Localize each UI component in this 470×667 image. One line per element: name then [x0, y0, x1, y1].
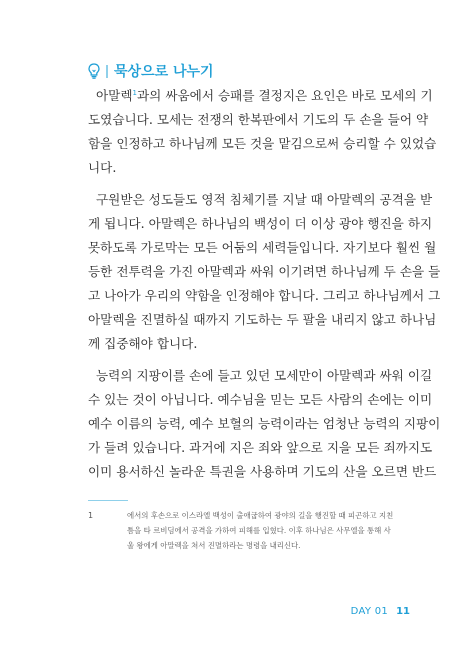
- paragraph-3-line-5: 이미 용서하신 놀라운 특권을 사용하며 기도의 산을 오르면 반드: [88, 464, 437, 479]
- paragraph-2-line-4: 등한 전투력을 가진 아말렉과 싸워 이기려면 하나님께 두 손을 들: [88, 264, 441, 279]
- inline-text: 능력의 지팡이를 손에 들고 있던 모세만이 아말렉과 싸워 이길: [96, 368, 433, 383]
- paragraph-3-line-1: [88, 364, 433, 388]
- inline-text: 구원받은 성도들도 영적 침체기를 지날 때 아말렉의 공격을 받: [96, 192, 433, 207]
- footnote-line: 틈을 타 르비딤에서 공격을 가하여 피해를 입혔다. 이후 하나님은 사무엘을 통해 사: [127, 526, 391, 535]
- footnote-number: 1: [88, 511, 94, 520]
- paragraph-2-line-7: 께 집중해야 합니다.: [88, 336, 198, 351]
- inline-text: 과의 싸움에서 승패를 결정지은 요인은 바로 모세의 기: [136, 88, 433, 103]
- paragraph-3-line-2: 수 있는 것이 아닙니다. 예수님을 믿는 모든 사람의 손에는 이미: [88, 392, 433, 407]
- inline-text: 아말렉: [96, 88, 133, 103]
- footnote-mark[interactable]: 1: [132, 88, 137, 97]
- paragraph-2-line-6: 아말렉을 진멸하실 때까지 기도하는 두 팔을 내리지 않고 하나님: [88, 312, 437, 327]
- page-footer: [351, 606, 410, 617]
- paragraph-1-line-1: [88, 84, 433, 108]
- paragraph-1-line-2: 도였습니다. 모세는 전쟁의 한복판에서 기도의 두 손을 들어 약: [88, 112, 429, 127]
- body-text: [88, 84, 441, 484]
- footnote-divider: [88, 500, 128, 501]
- paragraph-1-line-4: 니다.: [88, 160, 117, 175]
- heading-divider: [106, 65, 108, 78]
- paragraph-3-line-4: 가 들려 있습니다. 과거에 지은 죄와 앞으로 지을 모든 죄까지도: [88, 440, 433, 455]
- footnote-line: 울 왕에게 아말렉을 쳐서 진멸하라는 명령을 내리신다.: [127, 541, 301, 550]
- paragraph-2-line-2: 게 됩니다. 아말렉은 하나님의 백성이 더 이상 광야 행진을 하지: [88, 216, 433, 231]
- footnote-line: 에서의 후손으로 이스라엘 백성이 출애굽하여 광야의 길을 행진할 때 피곤하고 지친: [127, 511, 394, 520]
- paragraph-1-line-3: 함을 인정하고 하나님께 모든 것을 맡김으로써 승리할 수 있었습: [88, 136, 437, 151]
- paragraph-2-line-1: [88, 188, 433, 212]
- page-number: 11: [396, 606, 410, 617]
- lightbulb-icon: [88, 63, 100, 79]
- paragraph-2-line-3: 못하도록 가로막는 모든 어둠의 세력들입니다. 자기보다 훨씬 월: [88, 240, 437, 255]
- section-title: 묵상으로 나누기: [114, 64, 214, 80]
- footnote-text: [127, 508, 417, 553]
- day-label: DAY 01: [350, 606, 389, 617]
- section-heading: [88, 61, 214, 81]
- paragraph-3-line-3: 예수 이름의 능력, 예수 보혈의 능력이라는 엄청난 능력의 지팡이: [88, 416, 441, 431]
- paragraph-2-line-5: 고 나아가 우리의 약함을 인정해야 합니다. 그리고 하나님께서 그: [88, 288, 441, 303]
